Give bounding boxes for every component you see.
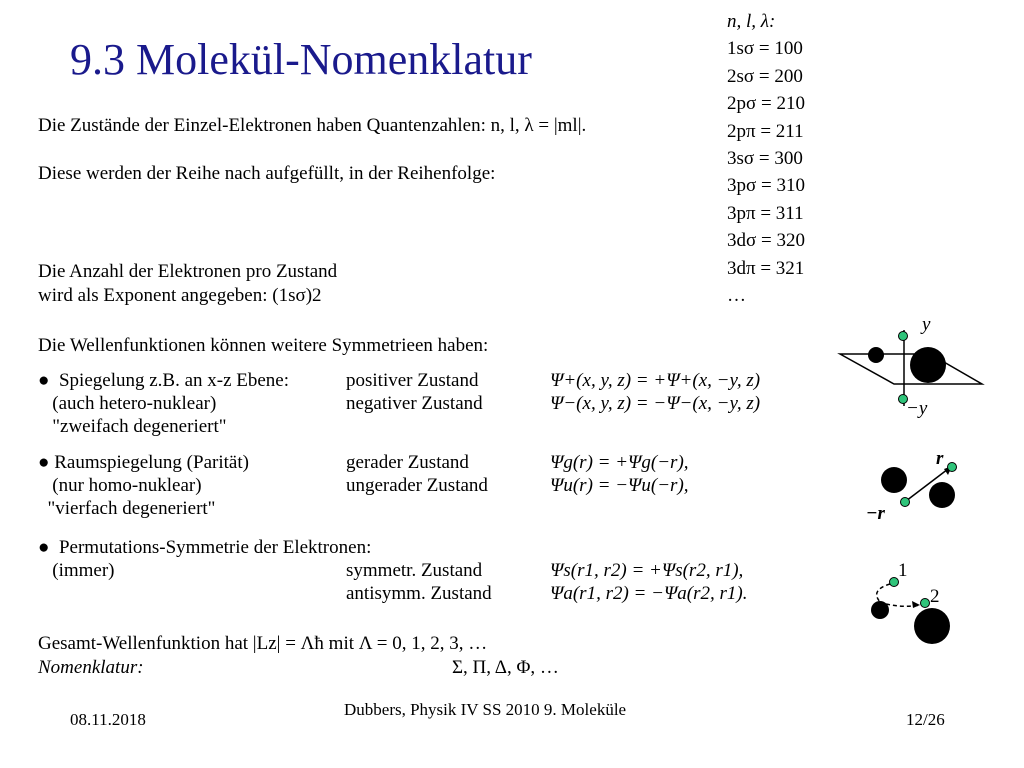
mirror-plane-figure (836, 312, 986, 446)
list-item: 2sσ = 200 (727, 65, 803, 87)
footer-date: 08.11.2018 (70, 710, 146, 729)
sym1-line-3: "zweifach degeneriert" (38, 416, 227, 437)
sym1-formula-2: Ψ−(x, y, z) = −Ψ−(x, −y, z) (550, 393, 761, 414)
sym2-line-1: ● Raumspiegelung (Parität) (38, 452, 249, 473)
y-label: y (922, 314, 931, 335)
list-item: … (727, 284, 746, 306)
nomenclature-value: Σ, Π, Δ, Φ, … (452, 657, 559, 678)
sym3-line-1: ● Permutations-Symmetrie der Elektronen: (38, 537, 372, 558)
list-item: 2pπ = 211 (727, 120, 804, 142)
quantum-number-list (727, 8, 805, 309)
list-item: 1sσ = 100 (727, 38, 803, 60)
sym3-state-2: antisymm. Zustand (346, 583, 492, 604)
sym2-line-2: (nur homo-nuklear) (38, 475, 202, 496)
footer-page: 12/26 (906, 710, 945, 729)
parity-figure (864, 444, 974, 524)
neg-y-label: −y (906, 398, 928, 419)
electron-dot (901, 498, 910, 507)
total-line: Gesamt-Wellenfunktion hat |Lz| = Λħ mit Λ = 0, 1, 2, 3, … (38, 633, 488, 654)
list-item: 3sσ = 300 (727, 147, 803, 169)
sym1-formula-1: Ψ+(x, y, z) = +Ψ+(x, −y, z) (550, 370, 761, 391)
electron-dot (948, 463, 957, 472)
intro-line-2: Diese werden der Reihe nach aufgefüllt, in der Reihenfolge: (38, 163, 496, 184)
exponent-line-2: wird als Exponent angegeben: (1sσ)2 (38, 285, 322, 306)
list-item: 3pσ = 310 (727, 175, 805, 197)
quantum-header: n, l, λ: (727, 11, 776, 32)
exchange-arrow (877, 584, 890, 602)
sym3-line-2: (immer) (38, 560, 115, 581)
sym1-line-1: ● Spiegelung z.B. an x-z Ebene: (38, 370, 290, 391)
small-nucleus (868, 347, 884, 363)
permutation-figure (864, 560, 974, 646)
sym3-state-1: symmetr. Zustand (346, 560, 483, 581)
list-item: 2pσ = 210 (727, 93, 805, 115)
label-1: 1 (898, 560, 908, 581)
large-nucleus (910, 347, 946, 383)
intro-line-1: Die Zustände der Einzel-Elektronen haben Quantenzahlen: n, l, λ = |ml|. (38, 115, 587, 136)
page-title: 9.3 Molekül-Nomenklatur (70, 35, 532, 84)
list-item: 3pπ = 311 (727, 202, 804, 224)
nucleus (929, 482, 955, 508)
symmetry-intro: Die Wellenfunktionen können weitere Symmetrieen haben: (38, 335, 489, 356)
sym1-line-2: (auch hetero-nuklear) (38, 393, 217, 414)
sym2-state-2: ungerader Zustand (346, 475, 488, 496)
sym2-formula-1: Ψg(r) = +Ψg(−r), (550, 452, 689, 473)
sym3-formula-1: Ψs(r1, r2) = +Ψs(r2, r1), (550, 560, 744, 581)
sym2-formula-2: Ψu(r) = −Ψu(−r), (550, 475, 689, 496)
nomenclature-label: Nomenklatur: (38, 657, 144, 678)
arrow-head (912, 601, 920, 608)
sym2-state-1: gerader Zustand (346, 452, 469, 473)
footer-center: Dubbers, Physik IV SS 2010 9. Moleküle (344, 700, 627, 719)
sym1-state-1: positiver Zustand (346, 370, 479, 391)
neg-r-label: −r (866, 503, 885, 524)
electron-dot (899, 332, 908, 341)
exponent-line-1: Die Anzahl der Elektronen pro Zustand (38, 261, 338, 282)
electron-dot (921, 599, 930, 608)
sym1-state-2: negativer Zustand (346, 393, 483, 414)
list-item: 3dπ = 321 (727, 257, 805, 279)
label-2: 2 (930, 586, 940, 607)
nucleus (914, 608, 950, 644)
sym2-line-3: "vierfach degeneriert" (38, 498, 216, 519)
sym3-formula-2: Ψa(r1, r2) = −Ψa(r2, r1). (550, 583, 748, 604)
r-label: r (936, 448, 944, 469)
nucleus (881, 467, 907, 493)
list-item: 3dσ = 320 (727, 230, 805, 252)
